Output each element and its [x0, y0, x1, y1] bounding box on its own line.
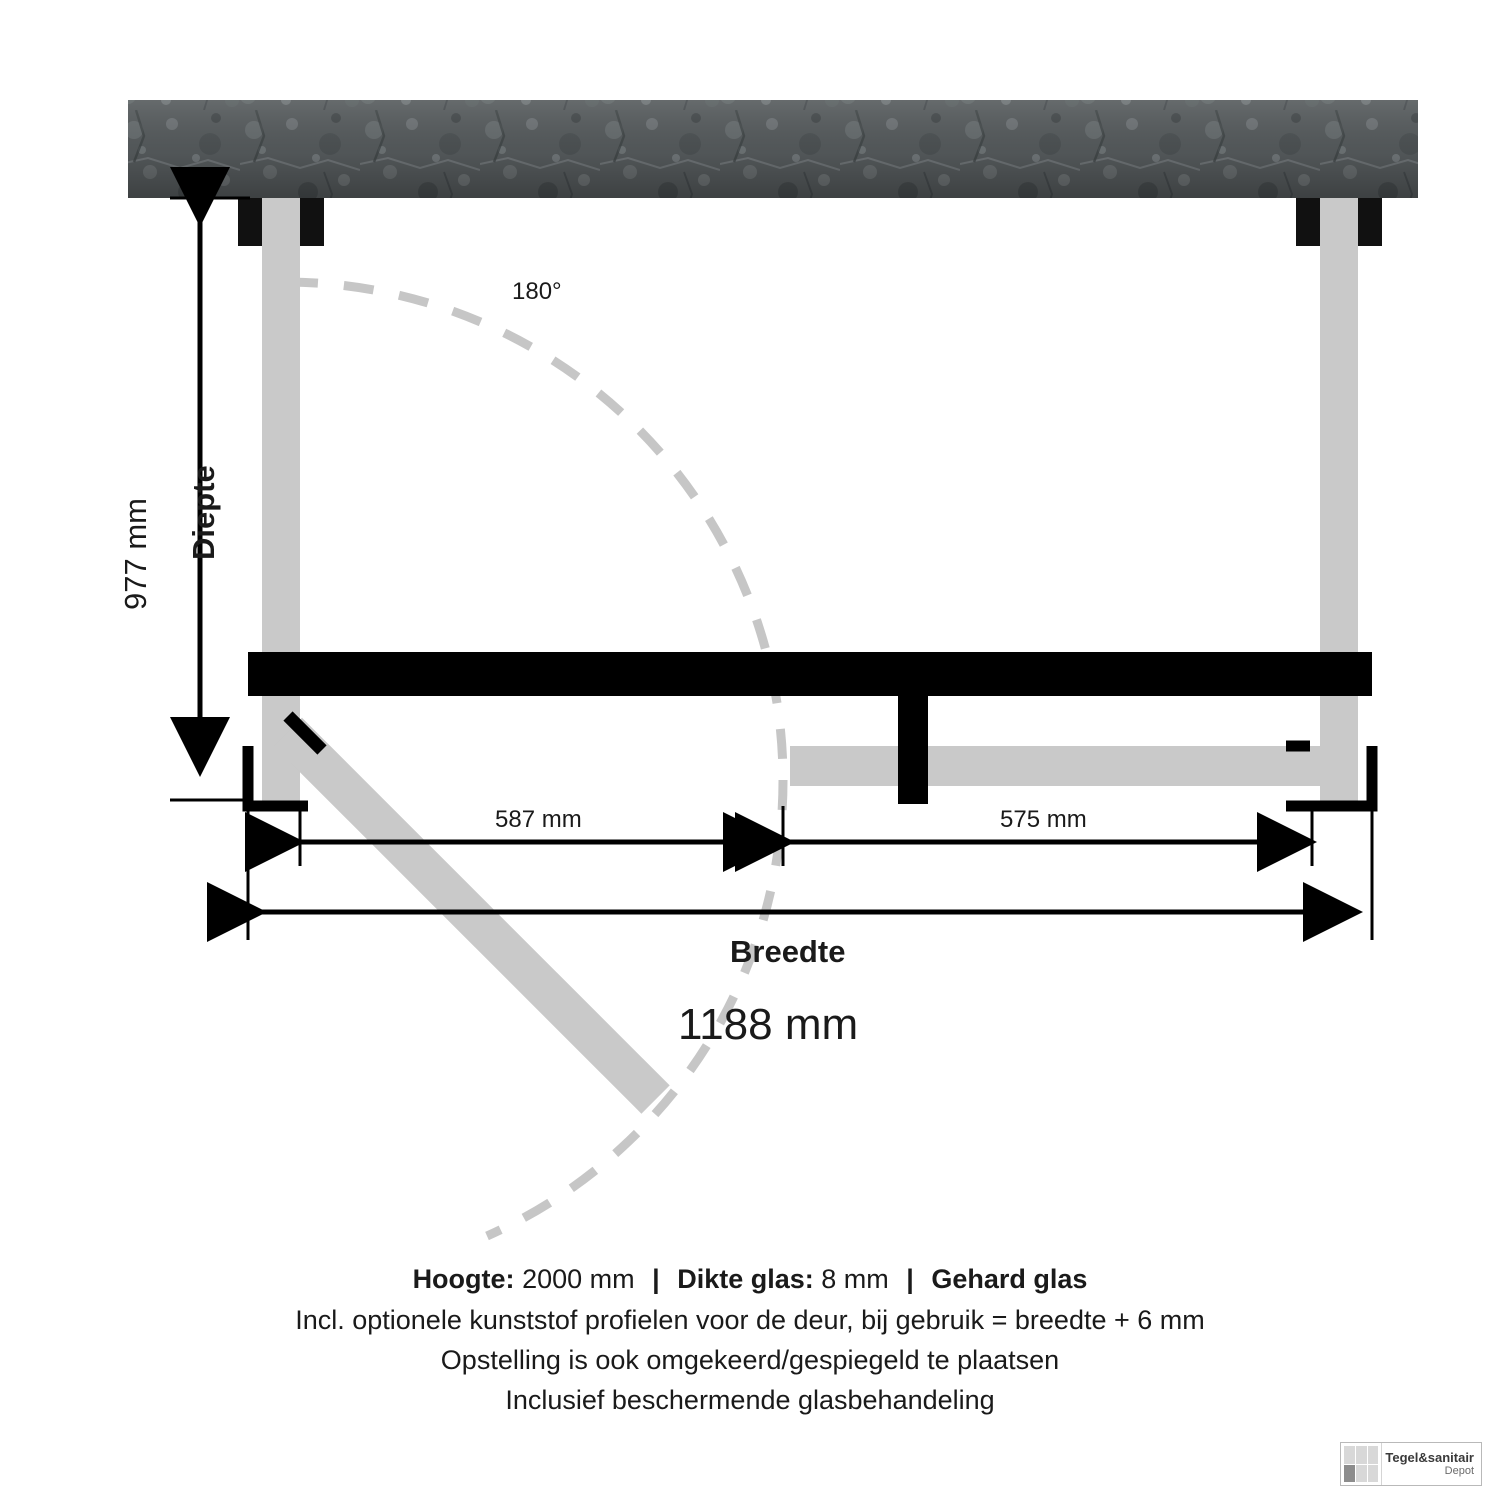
height-value: 2000 mm	[522, 1264, 635, 1294]
logo-drop-icon	[1344, 1465, 1355, 1483]
door-swing-arc	[288, 282, 783, 1236]
logo-line-1: Tegel&sanitair	[1385, 1450, 1474, 1465]
logo-tile-1	[1344, 1446, 1355, 1464]
logo-line-2: Depot	[1444, 1465, 1474, 1477]
glass-type-label: Gehard glas	[931, 1264, 1088, 1294]
lower-right-panel	[790, 746, 1320, 786]
logo-tile-6	[1368, 1465, 1379, 1483]
logo-text	[1381, 1443, 1481, 1485]
specs-separator-1: |	[652, 1264, 660, 1294]
width-label: Breedte	[730, 934, 846, 969]
glass-thickness-value: 8 mm	[821, 1264, 889, 1294]
segment-left-value: 587 mm	[495, 806, 582, 833]
specs-separator-2: |	[906, 1264, 914, 1294]
specs-note-2: Opstelling is ook omgekeerd/gespiegeld te plaatsen	[440, 1345, 1060, 1375]
glass-thickness-label: Dikte glas:	[677, 1264, 814, 1294]
wall-brackets	[238, 198, 1382, 246]
swing-angle-label: 180°	[512, 278, 562, 305]
specs-note-3: Inclusief beschermende glasbehandeling	[505, 1385, 995, 1415]
logo-tile-2	[1356, 1446, 1367, 1464]
depth-label: Diepte	[186, 465, 221, 560]
specs-note-1: Incl. optionele kunststof profielen voor de deur, bij gebruik = breedte + 6 mm	[295, 1305, 1205, 1335]
specs-primary-line	[0, 1258, 1500, 1300]
dimension-segments	[300, 806, 1312, 866]
segment-right-value: 575 mm	[1000, 806, 1087, 833]
height-label: Hoogte:	[412, 1264, 515, 1294]
door-leaf-open	[274, 718, 670, 1114]
brand-logo	[1340, 1442, 1482, 1486]
specs-block	[0, 1258, 1500, 1420]
logo-tile-3	[1368, 1446, 1379, 1464]
depth-value: 977 mm	[118, 498, 153, 610]
logo-tile-5	[1356, 1465, 1367, 1483]
width-value: 1188 mm	[678, 1000, 859, 1049]
right-fixed-panel	[1320, 198, 1358, 806]
logo-tile-icon	[1341, 1443, 1381, 1485]
wall-top	[128, 100, 1418, 198]
